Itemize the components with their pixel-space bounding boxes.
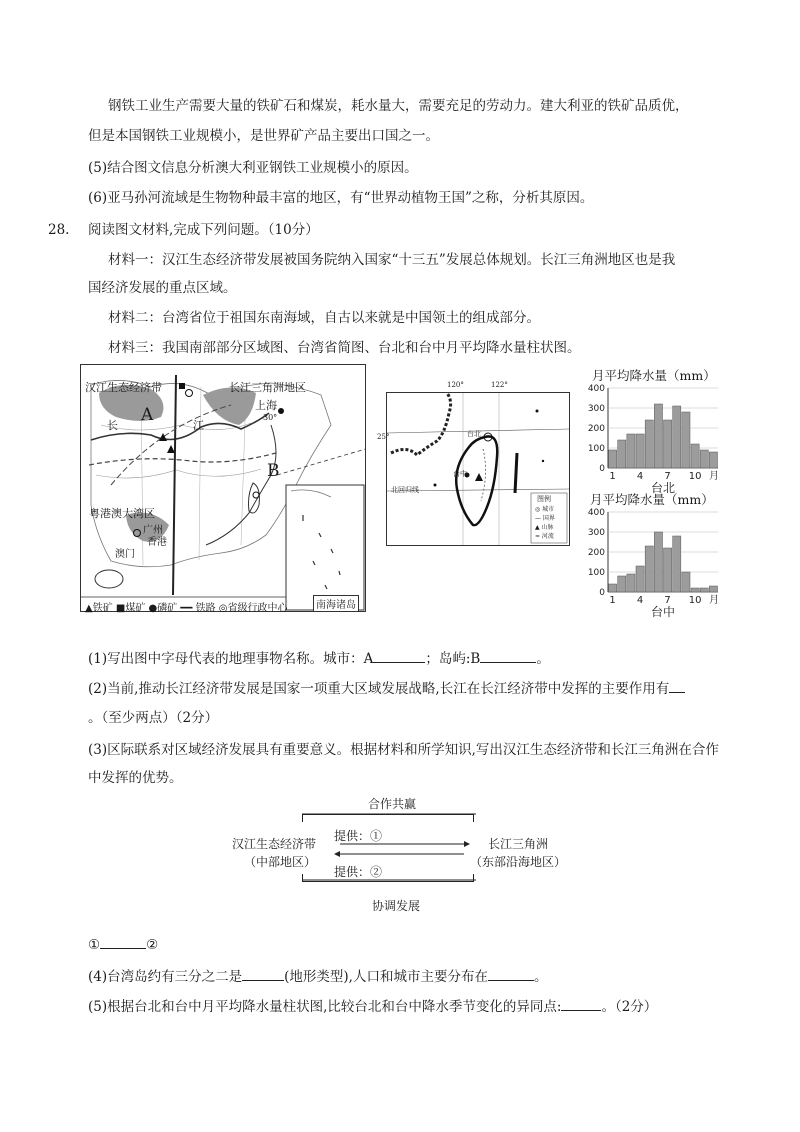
question-5 [88,996,657,1017]
yangtze-delta-label: 长江三角洲地区 [229,381,306,394]
material-1-line-2: 国经济发展的重点区域。 [88,280,237,296]
bar [664,420,672,468]
bar [654,404,662,468]
inset-latitude-25: 25° [377,433,390,441]
y-tick-label: 400 [587,384,605,394]
x-axis-label: 台中 [650,605,676,619]
inset-taichung-label: 台中 [453,470,467,478]
x-tick-label: 4 [636,595,644,606]
hongkong-label: 香港 [147,537,167,548]
bar [636,434,644,468]
x-tick-label: 1 [609,471,616,482]
hanjiang-region-label: 汉江生态经济带 [85,381,162,394]
question-5-text-b: 。（2分） [601,999,658,1015]
bar [654,532,662,592]
flow-bottom-label: 协调发展 [372,899,421,913]
answer-blank-island-b[interactable] [480,648,536,663]
material-paragraph-line-1: 钢铁工业生产需要大量的铁矿石和煤炭，耗水量大，需要充足的劳动力。建大利亚的铁矿品质优， [108,98,689,114]
x-axis-label: 台北 [650,481,676,494]
inset-legend-border: — 国界 [535,515,555,522]
south-china-map [80,364,366,612]
flow-left-title: 汉江生态经济带 [232,837,317,851]
inset-legend-city: ◎ 城市 [535,506,555,513]
inset-longitude-120: 120° [447,381,464,389]
question-2-line-1 [88,678,685,699]
taiwan-map [377,381,570,546]
answer-blank-3-1[interactable] [100,934,146,949]
question-4-text-b: (地形类型),人口和城市主要分布在 [284,969,488,985]
shanghai-label: 上海 [255,399,277,412]
y-tick-label: 300 [587,404,605,414]
bar [618,576,626,592]
material-2: 材料二：台湾省位于祖国东南海域，自古以来就是中国领土的组成部分。 [108,310,540,326]
x-tick-label: 10 [688,471,702,482]
question-28-number: 28. [48,222,70,238]
bar [682,412,690,468]
bar [700,588,708,592]
taichung-chart-title: 月平均降水量（mm） [590,492,714,507]
y-tick-label: 200 [587,424,605,434]
south-china-sea-islands-label: 南海诸岛 [313,595,359,612]
question-1-text-a: (1)写出图中字母代表的地理事物名称。城市：A [88,651,374,667]
bar [627,574,635,592]
flow-arrows [300,810,480,884]
question-2-line-2: 。（至少两点）（2分） [88,710,219,726]
bar [645,420,653,468]
bar [682,572,690,592]
bar [709,452,717,468]
question-28-instruction: 阅读图文材料,完成下列问题。（10分） [88,222,319,238]
taipei-precip-chart [586,384,726,494]
y-tick-label: 100 [587,444,605,454]
answer-blank-landform[interactable] [242,966,284,981]
inset-taipei-label: 台北 [467,430,481,438]
question-5-text-a: (5)根据台北和台中月平均降水量柱状图,比较台北和台中降水季节变化的异同点: [88,999,562,1015]
map-legend: ▲铁矿 ■煤矿 ●磷矿 ━━ 铁路 ◎省级行政中心 [85,603,288,614]
answer-blank-city-a[interactable] [373,648,425,663]
x-tick-label: 月 [709,595,719,606]
x-tick-label: 7 [664,595,671,606]
bar [691,444,699,468]
latitude-30-label: 30° [263,413,278,422]
x-tick-label: 4 [636,471,644,482]
question-4 [88,966,547,987]
flow-left-subtitle: （中部地区） [244,855,317,869]
answer-blank-distribution[interactable] [488,966,534,981]
map-graphic [81,365,365,611]
bar [618,440,626,468]
bar [691,588,699,592]
inset-legend-mountain: ▲ 山脉 [535,524,554,531]
island-letter-b: B [267,461,280,481]
gba-label: 粤港澳大湾区 [89,507,155,520]
question-1-text-c: 。 [536,651,550,667]
bar [627,434,635,468]
question-4-text-c: 。 [533,969,548,985]
yangtze-char-1: 长 [107,419,118,432]
x-tick-label: 10 [688,595,702,606]
tropic-of-cancer-label: 北回归线 [391,486,419,494]
question-1-text-b: ；岛屿:B [425,651,481,667]
y-tick-label: 0 [599,588,605,598]
inset-legend-title: 图例 [537,495,551,503]
answer-blank-q2[interactable] [669,678,685,693]
answer-3-marker-1: ① [88,937,101,953]
bar [636,566,644,592]
yangtze-char-2: 江 [193,419,204,432]
material-1-line-1: 材料一：汉江生态经济带发展被国务院纳入国家“十三五”发展总体规划。长江三角洲地区也是我 [108,252,676,268]
question-3-line-2: 中发挥的优势。 [88,770,183,786]
flow-provide-1: 提供：① [334,829,383,843]
question-3-answers [88,934,158,955]
y-tick-label: 300 [587,528,605,538]
taichung-precip-chart [586,508,726,620]
flow-provide-2: 提供：② [334,865,383,879]
answer-blank-q5[interactable] [561,996,601,1011]
question-5-prompt: (5)结合图文信息分析澳大利亚钢铁工业规模小的原因。 [88,160,418,176]
bar [700,450,708,468]
flow-right-title: 长江三角洲 [488,837,549,851]
city-letter-a: A [141,405,154,425]
material-paragraph-line-2: 但是本国钢铁工业规模小，是世界矿产品主要出口国之一。 [88,128,439,144]
x-tick-label: 7 [664,471,671,482]
question-2-text-a: (2)当前,推动长江经济带发展是国家一项重大区域发展战略,长江在长江经济带中发挥的主要作用有 [88,681,670,697]
flow-right-subtitle: （东部沿海地区） [470,855,567,869]
bar [673,536,681,592]
answer-3-marker-2: ② [146,937,159,953]
y-tick-label: 100 [587,568,605,578]
inset-longitude-122: 122° [491,381,508,389]
y-tick-label: 0 [599,464,605,474]
y-tick-label: 200 [587,548,605,558]
guangzhou-label: 广州 [143,525,163,536]
question-6-prompt: (6)亚马孙河流域是生物物种最丰富的地区，有“世界动植物王国”之称，分析其原因。 [88,190,594,206]
question-1 [88,648,550,669]
bar [664,548,672,592]
bar [645,546,653,592]
bar [673,406,681,468]
question-4-text-a: (4)台湾岛约有三分之二是 [88,969,243,985]
x-tick-label: 月 [709,471,719,482]
flow-top-label: 合作共赢 [368,797,417,811]
bar [609,584,617,592]
bar [609,450,617,468]
bar [709,586,717,592]
material-3: 材料三：我国南部部分区域图、台湾省简图、台北和台中月平均降水量柱状图。 [108,340,581,356]
y-tick-label: 400 [587,508,605,518]
question-3-line-1: (3)区际联系对区域经济发展具有重要意义。根据材料和所学知识,写出汉江生态经济带和长江三角洲在合作 [88,742,719,758]
macao-label: 澳门 [115,549,135,560]
x-tick-label: 1 [609,595,616,606]
taipei-chart-title: 月平均降水量（mm） [592,368,716,383]
inset-legend-river: ≈ 河流 [535,533,554,540]
